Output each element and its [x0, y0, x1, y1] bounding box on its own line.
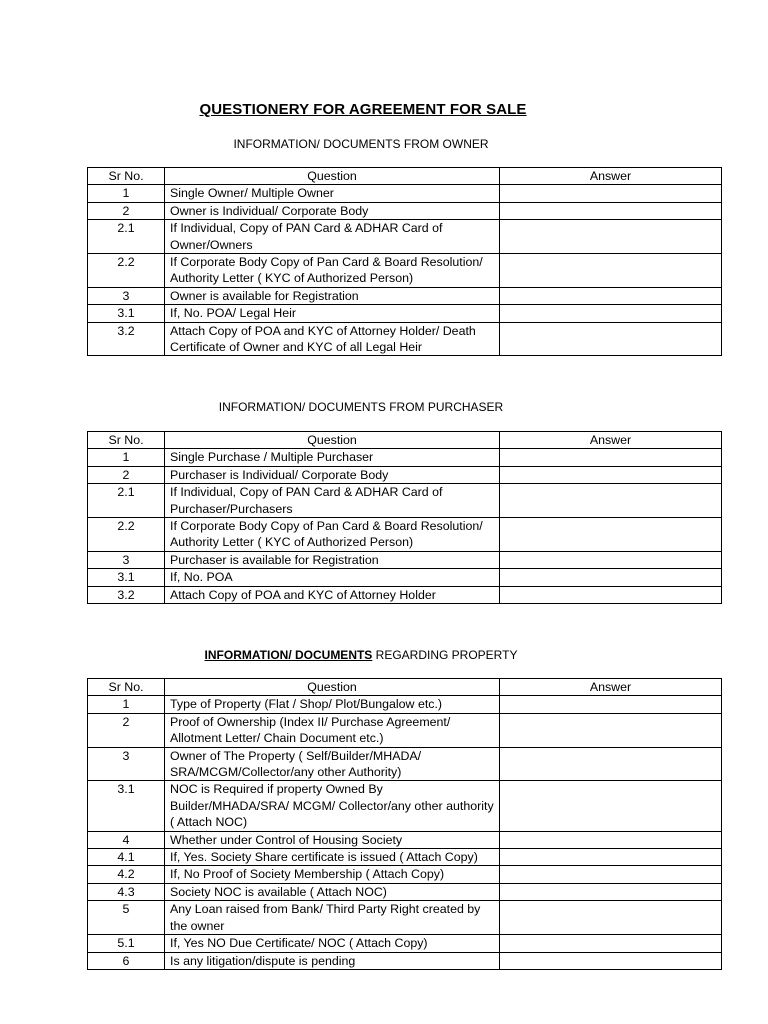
- table-row: [88, 901, 722, 935]
- answer-cell[interactable]: [500, 569, 722, 586]
- answer-header: Answer: [500, 168, 722, 185]
- question-cell: If, Yes. Society Share certificate is issued ( Attach Copy): [165, 849, 500, 866]
- table-row: [88, 586, 722, 603]
- question-cell: If Individual, Copy of PAN Card & ADHAR Card of Owner/Owners: [165, 220, 500, 254]
- sr-no-cell: 2.2: [88, 518, 165, 552]
- sr-no-cell: 1: [88, 185, 165, 202]
- table-row: [88, 551, 722, 568]
- question-cell: Whether under Control of Housing Society: [165, 831, 500, 848]
- table-row: [88, 449, 722, 466]
- table-header-row: [88, 432, 722, 449]
- question-cell: Single Purchase / Multiple Purchaser: [165, 449, 500, 466]
- sr-no-cell: 4.1: [88, 849, 165, 866]
- sr-no-cell: 6: [88, 952, 165, 969]
- answer-header: Answer: [500, 432, 722, 449]
- answer-cell[interactable]: [500, 696, 722, 713]
- sr-no-header: Sr No.: [88, 432, 165, 449]
- answer-cell[interactable]: [500, 484, 722, 518]
- answer-cell[interactable]: [500, 586, 722, 603]
- table-row: [88, 866, 722, 883]
- question-cell: Owner of The Property ( Self/Builder/MHADA/ SRA/MCGM/Collector/any other Authority): [165, 747, 500, 781]
- sr-no-cell: 1: [88, 696, 165, 713]
- sr-no-cell: 3.2: [88, 586, 165, 603]
- table-row: [88, 254, 722, 288]
- purchaser-rows: [88, 449, 722, 604]
- question-cell: If, No. POA: [165, 569, 500, 586]
- answer-cell[interactable]: [500, 254, 722, 288]
- sr-no-cell: 3: [88, 551, 165, 568]
- answer-cell[interactable]: [500, 202, 722, 219]
- table-header-row: [88, 168, 722, 185]
- answer-cell[interactable]: [500, 866, 722, 883]
- table-row: [88, 220, 722, 254]
- question-cell: Proof of Ownership (Index II/ Purchase Agreement/ Allotment Letter/ Chain Document etc.): [165, 713, 500, 747]
- table-row: [88, 322, 722, 356]
- answer-cell[interactable]: [500, 551, 722, 568]
- owner-section-heading: INFORMATION/ DOCUMENTS FROM OWNER: [233, 137, 489, 151]
- answer-cell[interactable]: [500, 518, 722, 552]
- table-header-row: [88, 679, 722, 696]
- owner-table: [87, 167, 722, 356]
- question-cell: If, No. POA/ Legal Heir: [165, 305, 500, 322]
- table-row: [88, 185, 722, 202]
- table-row: [88, 484, 722, 518]
- sr-no-cell: 2: [88, 466, 165, 483]
- answer-cell[interactable]: [500, 322, 722, 356]
- table-row: [88, 202, 722, 219]
- table-row: [88, 696, 722, 713]
- question-cell: Purchaser is Individual/ Corporate Body: [165, 466, 500, 483]
- property-table: [87, 678, 722, 970]
- answer-cell[interactable]: [500, 466, 722, 483]
- property-rows: [88, 696, 722, 970]
- question-cell: If, Yes NO Due Certificate/ NOC ( Attach Copy): [165, 935, 500, 952]
- answer-cell[interactable]: [500, 831, 722, 848]
- question-cell: If Corporate Body Copy of Pan Card & Board Resolution/ Authority Letter ( KYC of Authorized Person): [165, 518, 500, 552]
- sr-no-cell: 5.1: [88, 935, 165, 952]
- sr-no-cell: 4: [88, 831, 165, 848]
- sr-no-cell: 2.1: [88, 484, 165, 518]
- question-cell: If, No Proof of Society Membership ( Attach Copy): [165, 866, 500, 883]
- question-cell: Is any litigation/dispute is pending: [165, 952, 500, 969]
- sr-no-cell: 3.2: [88, 322, 165, 356]
- question-cell: Society NOC is available ( Attach NOC): [165, 883, 500, 900]
- sr-no-cell: 4.2: [88, 866, 165, 883]
- sr-no-cell: 2: [88, 713, 165, 747]
- answer-cell[interactable]: [500, 220, 722, 254]
- answer-cell[interactable]: [500, 287, 722, 304]
- sr-no-header: Sr No.: [88, 679, 165, 696]
- purchaser-section-heading: INFORMATION/ DOCUMENTS FROM PURCHASER: [218, 400, 504, 414]
- table-row: [88, 849, 722, 866]
- table-row: [88, 883, 722, 900]
- question-cell: Purchaser is available for Registration: [165, 551, 500, 568]
- sr-no-cell: 3.1: [88, 569, 165, 586]
- table-row: [88, 569, 722, 586]
- owner-rows: [88, 185, 722, 356]
- question-cell: NOC is Required if property Owned By Builder/MHADA/SRA/ MCGM/ Collector/any other authority ( Attach NOC): [165, 781, 500, 831]
- sr-no-cell: 2.1: [88, 220, 165, 254]
- question-header: Question: [165, 168, 500, 185]
- table-row: [88, 781, 722, 831]
- property-section-heading: [0, 648, 722, 662]
- table-row: [88, 952, 722, 969]
- answer-cell[interactable]: [500, 713, 722, 747]
- answer-cell[interactable]: [500, 449, 722, 466]
- question-cell: Owner is available for Registration: [165, 287, 500, 304]
- question-header: Question: [165, 679, 500, 696]
- property-heading-rest: REGARDING PROPERTY: [372, 648, 518, 662]
- property-heading-emphasis: INFORMATION/ DOCUMENTS: [204, 648, 373, 662]
- sr-no-cell: 3: [88, 287, 165, 304]
- answer-cell[interactable]: [500, 952, 722, 969]
- sr-no-cell: 3: [88, 747, 165, 781]
- table-row: [88, 713, 722, 747]
- answer-cell[interactable]: [500, 781, 722, 831]
- question-cell: Any Loan raised from Bank/ Third Party Right created by the owner: [165, 901, 500, 935]
- question-cell: Attach Copy of POA and KYC of Attorney Holder: [165, 586, 500, 603]
- sr-no-cell: 2.2: [88, 254, 165, 288]
- table-row: [88, 518, 722, 552]
- sr-no-cell: 3.1: [88, 781, 165, 831]
- answer-cell[interactable]: [500, 935, 722, 952]
- answer-cell[interactable]: [500, 883, 722, 900]
- purchaser-table: [87, 431, 722, 604]
- sr-no-cell: 4.3: [88, 883, 165, 900]
- answer-cell[interactable]: [500, 305, 722, 322]
- question-cell: If Corporate Body Copy of Pan Card & Board Resolution/ Authority Letter ( KYC of Authorized Person): [165, 254, 500, 288]
- question-cell: Single Owner/ Multiple Owner: [165, 185, 500, 202]
- question-cell: Owner is Individual/ Corporate Body: [165, 202, 500, 219]
- question-cell: Attach Copy of POA and KYC of Attorney Holder/ Death Certificate of Owner and KYC of all Legal Heir: [165, 322, 500, 356]
- sr-no-cell: 1: [88, 449, 165, 466]
- question-cell: If Individual, Copy of PAN Card & ADHAR Card of Purchaser/Purchasers: [165, 484, 500, 518]
- sr-no-header: Sr No.: [88, 168, 165, 185]
- sr-no-cell: 3.1: [88, 305, 165, 322]
- table-row: [88, 287, 722, 304]
- page-title: QUESTIONERY FOR AGREEMENT FOR SALE: [199, 101, 527, 118]
- sr-no-cell: 2: [88, 202, 165, 219]
- question-cell: Type of Property (Flat / Shop/ Plot/Bungalow etc.): [165, 696, 500, 713]
- sr-no-cell: 5: [88, 901, 165, 935]
- table-row: [88, 305, 722, 322]
- answer-cell[interactable]: [500, 185, 722, 202]
- table-row: [88, 831, 722, 848]
- answer-cell[interactable]: [500, 747, 722, 781]
- question-header: Question: [165, 432, 500, 449]
- table-row: [88, 466, 722, 483]
- answer-cell[interactable]: [500, 901, 722, 935]
- table-row: [88, 747, 722, 781]
- table-row: [88, 935, 722, 952]
- answer-cell[interactable]: [500, 849, 722, 866]
- answer-header: Answer: [500, 679, 722, 696]
